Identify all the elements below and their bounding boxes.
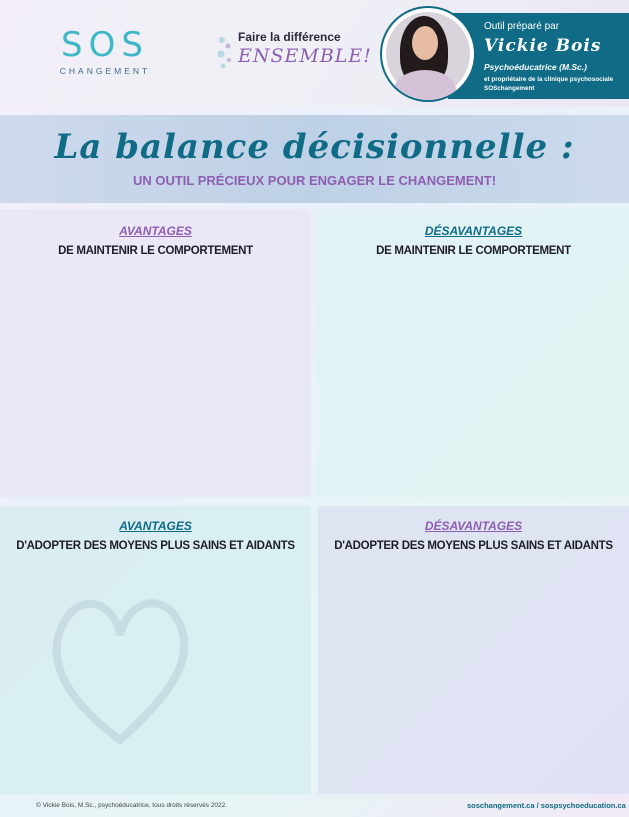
quadrant-heading: AVANTAGES bbox=[119, 224, 192, 238]
author-description: et propriétaire de la clinique psychosociale SOSchangement bbox=[484, 76, 614, 92]
photo-face bbox=[412, 26, 438, 60]
author-label: Outil préparé par bbox=[484, 21, 560, 32]
page-title: La balance décisionnelle : bbox=[54, 127, 575, 167]
footer-links[interactable]: soschangement.ca / sospsychoeducation.ca bbox=[467, 801, 626, 810]
quadrant-subheading: D'ADOPTER DES MOYENS PLUS SAINS ET AIDANTS bbox=[16, 540, 295, 552]
butterfly-icon bbox=[216, 32, 238, 72]
sos-changement-logo bbox=[55, 26, 155, 82]
quadrant-heading: DÉSAVANTAGES bbox=[424, 519, 523, 533]
quadrant-disadvantages-adopt[interactable] bbox=[318, 506, 629, 794]
author-photo bbox=[382, 8, 474, 100]
footer-copyright: © Vickie Bois, M.Sc., psychoéducatrice, tous droits réservés 2022. bbox=[36, 802, 228, 809]
quadrant-heading: AVANTAGES bbox=[119, 519, 192, 533]
logo-main-text: SOS bbox=[61, 25, 149, 65]
slogan bbox=[220, 30, 370, 78]
quadrant-heading: DÉSAVANTAGES bbox=[424, 224, 523, 238]
quadrant-advantages-maintain[interactable] bbox=[0, 209, 311, 497]
slogan-line1: Faire la différence bbox=[238, 30, 341, 44]
heart-decoration-icon bbox=[40, 575, 200, 755]
logo-sub-text: CHANGEMENT bbox=[59, 66, 151, 76]
author-title: Psychoéducatrice (M.Sc.) bbox=[484, 62, 587, 72]
quadrant-subheading: D'ADOPTER DES MOYENS PLUS SAINS ET AIDANTS bbox=[334, 540, 613, 552]
slogan-line2: ENSEMBLE! bbox=[238, 45, 372, 67]
quadrant-subheading: DE MAINTENIR LE COMPORTEMENT bbox=[376, 245, 571, 257]
author-name: Vickie Bois bbox=[484, 36, 602, 56]
quadrant-subheading: DE MAINTENIR LE COMPORTEMENT bbox=[58, 245, 253, 257]
quadrant-disadvantages-maintain[interactable] bbox=[318, 209, 629, 497]
page-subtitle: UN OUTIL PRÉCIEUX POUR ENGAGER LE CHANGEMENT! bbox=[132, 173, 497, 188]
